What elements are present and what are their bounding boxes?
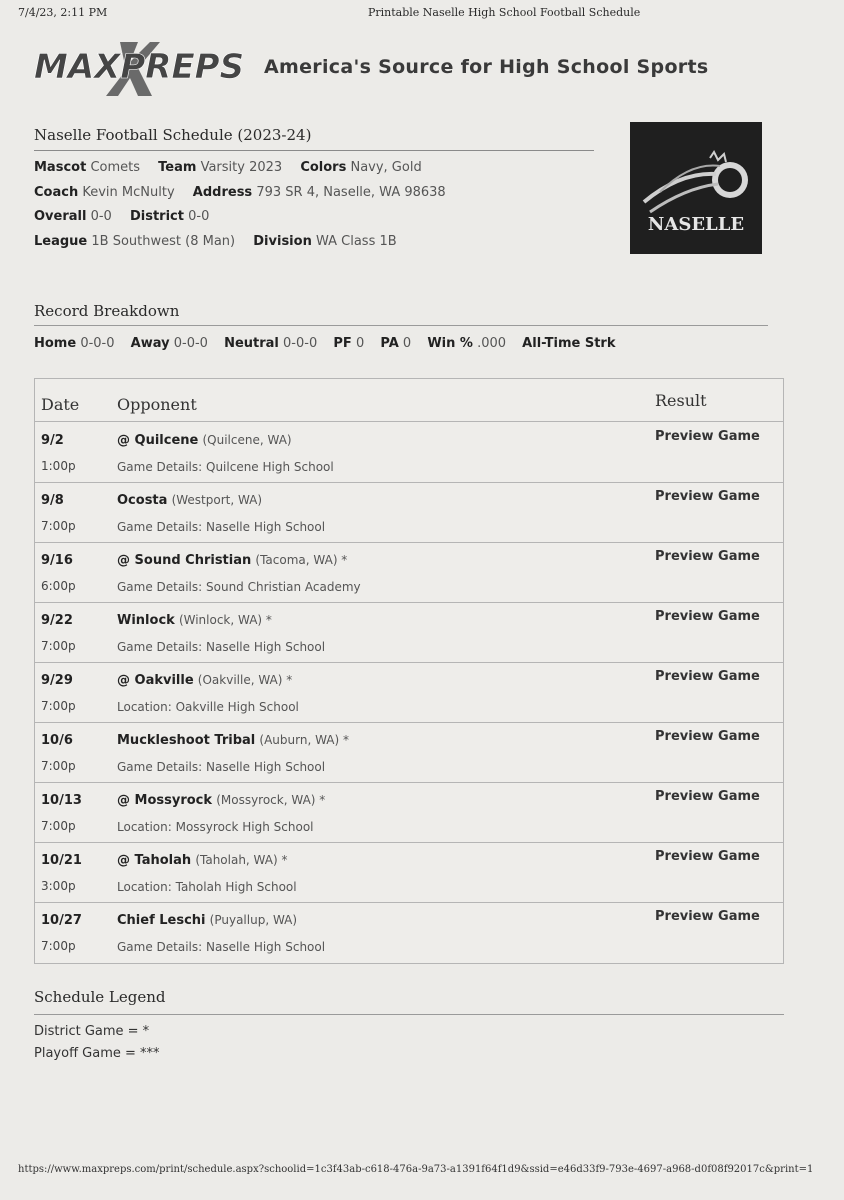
opponent-location: (Quilcene, WA) xyxy=(202,433,292,447)
preview-game-link[interactable]: Preview Game xyxy=(655,489,760,504)
mascot-label: Mascot xyxy=(34,160,87,175)
game-date: 10/21 xyxy=(41,853,82,868)
preview-game-link[interactable]: Preview Game xyxy=(655,909,760,924)
address-label: Address xyxy=(192,185,253,200)
game-row xyxy=(35,723,783,783)
opponent-location: (Puyallup, WA) xyxy=(209,913,298,927)
preview-game-link[interactable]: Preview Game xyxy=(655,729,760,744)
opponent-name[interactable]: @ Quilcene xyxy=(117,433,199,448)
game-row xyxy=(35,603,783,663)
game-time: 6:00p xyxy=(41,579,76,593)
game-time: 7:00p xyxy=(41,819,76,833)
pa-value: 0 xyxy=(402,336,412,351)
pf-value: 0 xyxy=(355,336,365,351)
game-time: 3:00p xyxy=(41,879,76,893)
schedule-table xyxy=(34,378,784,964)
record-row xyxy=(34,336,615,351)
neutral-label: Neutral xyxy=(224,336,279,351)
opponent-location: (Winlock, WA) * xyxy=(178,613,272,627)
pa-label: PA xyxy=(380,336,399,351)
info-row-overall xyxy=(34,209,223,224)
opponent-name[interactable]: Muckleshoot Tribal xyxy=(117,733,256,748)
preview-game-link[interactable]: Preview Game xyxy=(655,789,760,804)
game-time: 7:00p xyxy=(41,639,76,653)
preview-game-link[interactable]: Preview Game xyxy=(655,429,760,444)
colors-label: Colors xyxy=(300,160,347,175)
legend-district: District Game = * xyxy=(34,1024,150,1039)
record-divider xyxy=(34,325,768,326)
district-value: 0-0 xyxy=(188,209,210,224)
game-row xyxy=(35,423,783,483)
column-header-result: Result xyxy=(655,391,707,410)
game-opponent xyxy=(117,493,262,508)
opponent-location: (Mossyrock, WA) * xyxy=(216,793,326,807)
legend-playoff: Playoff Game = *** xyxy=(34,1046,160,1061)
info-row-coach xyxy=(34,185,460,200)
opponent-name[interactable]: @ Oakville xyxy=(117,673,194,688)
game-opponent xyxy=(117,733,349,748)
game-date: 9/29 xyxy=(41,673,73,688)
team-logo xyxy=(630,122,762,254)
legend-divider xyxy=(34,1014,784,1015)
game-opponent xyxy=(117,853,287,868)
opponent-name[interactable]: Winlock xyxy=(117,613,175,628)
home-label: Home xyxy=(34,336,77,351)
league-value: 1B Southwest (8 Man) xyxy=(91,234,236,249)
schedule-title: Naselle Football Schedule (2023-24) xyxy=(34,126,312,144)
division-label: Division xyxy=(253,234,312,249)
maxpreps-logo xyxy=(34,40,248,98)
game-details: Game Details: Naselle High School xyxy=(117,640,326,654)
district-label: District xyxy=(129,209,184,224)
maxpreps-logo-text: MAXPREPS xyxy=(34,47,245,87)
info-row-league xyxy=(34,234,411,249)
home-value: 0-0-0 xyxy=(80,336,115,351)
neutral-value: 0-0-0 xyxy=(283,336,318,351)
preview-game-link[interactable]: Preview Game xyxy=(655,849,760,864)
away-value: 0-0-0 xyxy=(173,336,208,351)
colors-value: Navy, Gold xyxy=(350,160,422,175)
tagline: America's Source for High School Sports xyxy=(264,56,709,78)
print-date: 7/4/23, 2:11 PM xyxy=(18,6,108,19)
column-header-opponent: Opponent xyxy=(117,395,197,414)
game-details: Game Details: Naselle High School xyxy=(117,520,326,534)
preview-game-link[interactable]: Preview Game xyxy=(655,609,760,624)
overall-value: 0-0 xyxy=(90,209,112,224)
game-opponent xyxy=(117,913,297,928)
game-row xyxy=(35,663,783,723)
game-opponent xyxy=(117,793,325,808)
game-opponent xyxy=(117,673,292,688)
coach-label: Coach xyxy=(34,185,79,200)
preview-game-link[interactable]: Preview Game xyxy=(655,549,760,564)
game-row xyxy=(35,903,783,962)
coach-value: Kevin McNulty xyxy=(82,185,175,200)
game-date: 9/16 xyxy=(41,553,73,568)
team-value: Varsity 2023 xyxy=(200,160,283,175)
game-date: 10/6 xyxy=(41,733,73,748)
game-details: Game Details: Naselle High School xyxy=(117,760,326,774)
column-header-date: Date xyxy=(41,395,80,414)
win-pct-label: Win % xyxy=(427,336,473,351)
league-label: League xyxy=(34,234,88,249)
info-row-mascot xyxy=(34,160,436,175)
opponent-name[interactable]: @ Taholah xyxy=(117,853,192,868)
opponent-location: (Auburn, WA) * xyxy=(259,733,349,747)
record-breakdown-title: Record Breakdown xyxy=(34,302,180,320)
opponent-name[interactable]: Chief Leschi xyxy=(117,913,206,928)
preview-game-link[interactable]: Preview Game xyxy=(655,669,760,684)
team-logo-text: NASELLE xyxy=(647,214,745,235)
game-opponent xyxy=(117,433,292,448)
pf-label: PF xyxy=(333,336,352,351)
game-opponent xyxy=(117,613,272,628)
all-time-streak-label: All-Time Strk xyxy=(522,336,616,351)
game-time: 7:00p xyxy=(41,759,76,773)
division-value: WA Class 1B xyxy=(315,234,397,249)
opponent-location: (Oakville, WA) * xyxy=(197,673,293,687)
game-date: 9/8 xyxy=(41,493,64,508)
game-details: Game Details: Naselle High School xyxy=(117,940,326,954)
overall-label: Overall xyxy=(34,209,87,224)
game-row xyxy=(35,783,783,843)
opponent-location: (Taholah, WA) * xyxy=(195,853,288,867)
address-value: 793 SR 4, Naselle, WA 98638 xyxy=(256,185,446,200)
opponent-name[interactable]: @ Mossyrock xyxy=(117,793,213,808)
win-pct-value: .000 xyxy=(477,336,507,351)
game-details: Game Details: Sound Christian Academy xyxy=(117,580,361,594)
game-row xyxy=(35,483,783,543)
legend-title: Schedule Legend xyxy=(34,988,166,1006)
game-date: 9/2 xyxy=(41,433,64,448)
game-time: 7:00p xyxy=(41,699,76,713)
game-row xyxy=(35,843,783,903)
game-details: Game Details: Quilcene High School xyxy=(117,460,334,474)
print-title: Printable Naselle High School Football Schedule xyxy=(368,6,641,19)
game-time: 1:00p xyxy=(41,459,76,473)
mascot-value: Comets xyxy=(90,160,141,175)
opponent-location: (Westport, WA) xyxy=(171,493,263,507)
game-opponent xyxy=(117,553,347,568)
opponent-name[interactable]: Ocosta xyxy=(117,493,168,508)
game-details: Location: Oakville High School xyxy=(117,700,299,714)
game-date: 9/22 xyxy=(41,613,73,628)
game-time: 7:00p xyxy=(41,519,76,533)
header-divider xyxy=(35,421,783,422)
team-label: Team xyxy=(158,160,197,175)
opponent-name[interactable]: @ Sound Christian xyxy=(117,553,252,568)
game-date: 10/13 xyxy=(41,793,82,808)
game-details: Location: Taholah High School xyxy=(117,880,297,894)
opponent-location: (Tacoma, WA) * xyxy=(255,553,348,567)
away-label: Away xyxy=(130,336,170,351)
game-details: Location: Mossyrock High School xyxy=(117,820,314,834)
game-date: 10/27 xyxy=(41,913,82,928)
footer-url: https://www.maxpreps.com/print/schedule.aspx?schoolid=1c3f43ab-c618-476a-9a73-a1391f64f1d9&ssid=e46d33f9-793e-4697-a968-d0f08f92017c&print=1 xyxy=(18,1164,814,1175)
game-row xyxy=(35,543,783,603)
game-time: 7:00p xyxy=(41,939,76,953)
title-divider xyxy=(34,150,594,151)
